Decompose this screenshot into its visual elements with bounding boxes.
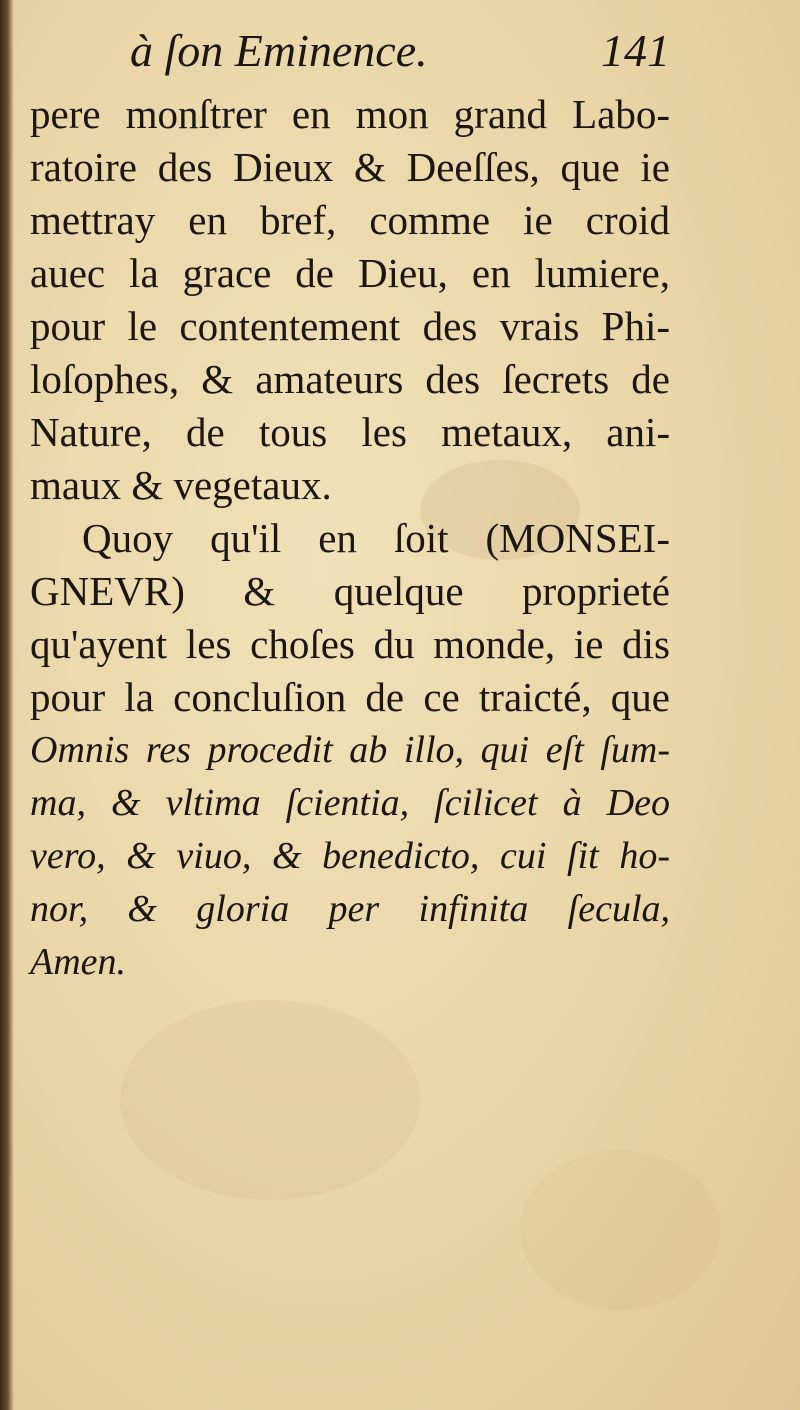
paper-stain <box>520 1150 720 1310</box>
text-line: pour le contentement des vrais Phi- <box>30 303 670 349</box>
latin-line: vero, & viuo, & benedicto, cui ſit ho- <box>30 835 670 877</box>
latin-line: nor, & gloria per infinita ſecula, <box>30 888 670 930</box>
text-line: GNEVR) & quelque proprieté <box>30 568 670 614</box>
body-text <box>30 88 670 989</box>
latin-line: Amen. <box>30 941 127 983</box>
latin-line: Omnis res procedit ab illo, qui eſt ſum- <box>30 729 670 771</box>
page-header <box>130 20 670 82</box>
text-line: ratoire des Dieux & Deeſſes, que ie <box>30 144 670 190</box>
text-line: maux & vegetaux. <box>30 462 332 508</box>
text-line: pere monſtrer en mon grand Labo- <box>30 91 670 137</box>
text-line: Nature, de tous les metaux, ani- <box>30 409 670 455</box>
text-line: auec la grace de Dieu, en lumiere, <box>30 250 670 296</box>
paragraph-start-line: Quoy qu'il en ſoit (MONSEI- <box>82 515 670 561</box>
text-line: mettray en bref, comme ie croid <box>30 197 670 243</box>
text-line: qu'ayent les choſes du monde, ie dis <box>30 621 670 667</box>
binding-edge <box>0 0 14 1410</box>
running-head: à ſon Eminence. <box>130 25 428 76</box>
text-line: pour la concluſion de ce traicté, que <box>30 674 670 720</box>
latin-line: ma, & vltima ſcientia, ſcilicet à Deo <box>30 782 670 824</box>
text-line: loſophes, & amateurs des ſecrets de <box>30 356 670 402</box>
page-number: 141 <box>601 25 670 76</box>
paper-stain <box>120 1000 420 1200</box>
